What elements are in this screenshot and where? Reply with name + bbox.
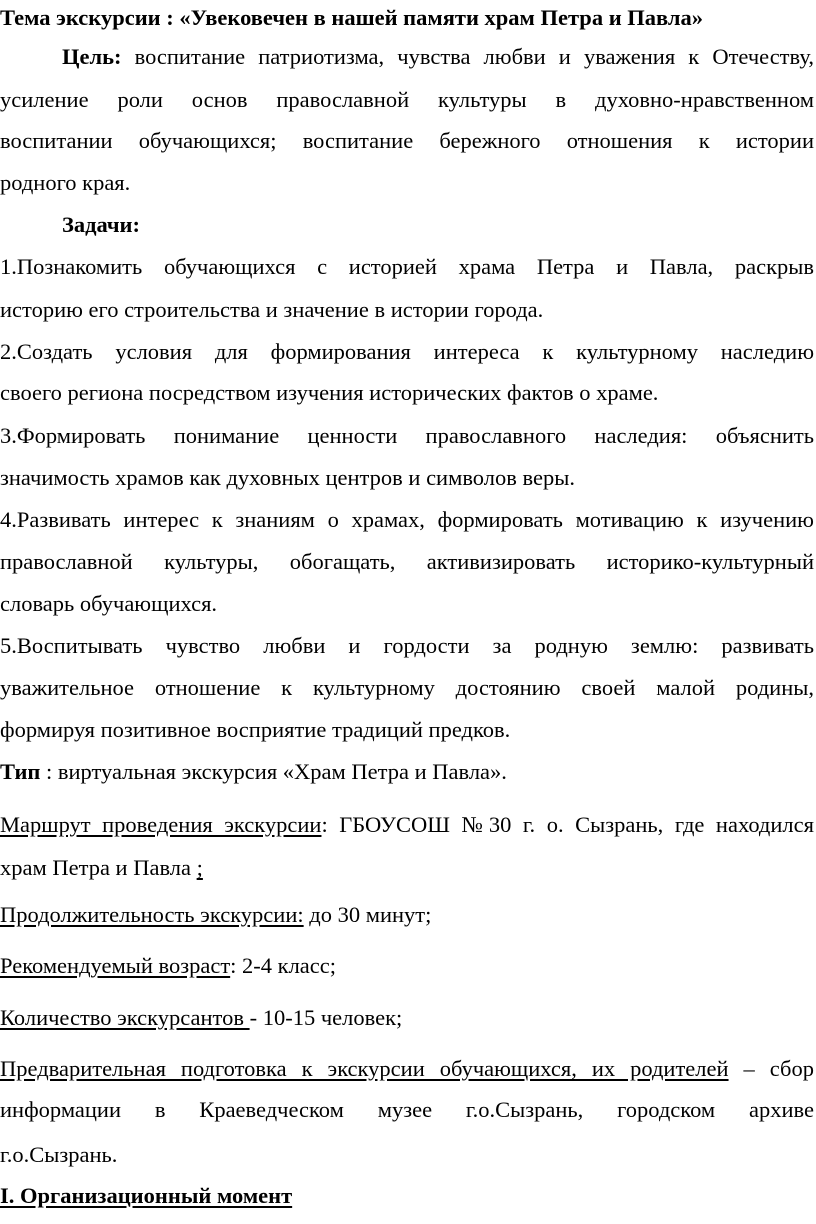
text-segment: своего региона посредством изучения исторических фактов о храме. [0, 380, 659, 405]
text-segment: 2.Создать условия для формирования интереса к культурному наследию [0, 339, 814, 364]
underlined-label: Рекомендуемый возраст [0, 953, 231, 978]
text-segment: словарь обучающихся. [0, 591, 218, 616]
text-line [0, 589, 814, 619]
underlined-label: Маршрут проведения экскурсии [0, 812, 322, 837]
text-segment: родного края. [0, 170, 131, 195]
text-line [0, 853, 814, 883]
text-segment: уважительное отношение к культурному достоянию своей малой родины, [0, 675, 814, 700]
text-line [0, 757, 814, 787]
text-segment: 4.Развивать интерес к знаниям о храмах, формировать мотивацию к изучению [0, 507, 814, 532]
underlined-label: Предварительная подготовка к экскурсии обучающихся, их родителей [0, 1056, 729, 1081]
text-line [0, 85, 814, 115]
text-line [0, 337, 814, 367]
text-line [0, 295, 814, 325]
text-segment: - 10-15 человек; [249, 1005, 403, 1030]
text-line [0, 900, 814, 930]
text-segment: 3.Формировать понимание ценности православного наследия: объяснить [0, 423, 814, 448]
bold-label: Цель: [62, 44, 122, 69]
text-segment: формируя позитивное восприятие традиций предков. [0, 717, 511, 742]
text-line [0, 631, 814, 661]
text-segment: г.о.Сызрань. [0, 1142, 118, 1167]
text-segment: усиление роли основ православной культуры в духовно-нравственном [0, 87, 814, 112]
text-segment: до 30 минут; [303, 902, 432, 927]
text-segment: значимость храмов как духовных центров и символов веры. [0, 465, 575, 490]
bold-label: Тип [0, 759, 41, 784]
text-line [0, 168, 814, 198]
text-line [0, 505, 814, 535]
text-line [0, 810, 814, 840]
underlined-label: Продолжительность экскурсии: [0, 902, 304, 927]
text-line [0, 673, 814, 703]
text-line [0, 1003, 814, 1033]
underlined-label: Количество экскурсантов [0, 1005, 250, 1030]
text-segment: : ГБОУСОШ №30 г. о. Сызрань, где находился [321, 812, 814, 837]
text-segment: : 2-4 класс; [230, 953, 337, 978]
section-heading: I. Организационный момент [0, 1183, 293, 1208]
text-line [62, 42, 814, 72]
text-line [62, 210, 814, 240]
text-line [0, 126, 814, 156]
text-segment: 5.Воспитывать чувство любви и гордости за родную землю: развивать [0, 633, 814, 658]
text-line [0, 421, 814, 451]
text-line [0, 1054, 814, 1084]
bold-label: Задачи: [62, 212, 141, 237]
bold-label: Тема экскурсии : «Увековечен в нашей памяти храм Петра и Павла» [0, 5, 704, 30]
text-segment: воспитание патриотизма, чувства любви и уважения к Отечеству, [121, 44, 814, 69]
text-line [0, 378, 814, 408]
text-line [0, 715, 814, 745]
text-segment: воспитании обучающихся; воспитание бережного отношения к истории [0, 128, 814, 153]
text-segment: – сбор [728, 1056, 814, 1081]
text-segment: православной культуры, обогащать, активизировать историко-культурный [0, 549, 814, 574]
text-line [0, 951, 814, 981]
text-line [0, 547, 814, 577]
text-segment: : виртуальная экскурсия «Храм Петра и Павла». [40, 759, 507, 784]
text-segment: историю его строительства и значение в истории города. [0, 297, 544, 322]
text-segment: 1.Познакомить обучающихся с историей храма Петра и Павла, раскрыв [0, 254, 814, 279]
text-line [0, 1140, 814, 1170]
underlined-label: ; [196, 855, 203, 880]
text-line [0, 463, 814, 493]
text-line [0, 3, 814, 33]
text-segment: храм Петра и Павла [0, 855, 197, 880]
text-segment: информации в Краеведческом музее г.о.Сызрань, городском архиве [0, 1097, 814, 1122]
text-line [0, 252, 814, 282]
text-line [0, 1095, 814, 1125]
text-line [0, 1181, 814, 1211]
